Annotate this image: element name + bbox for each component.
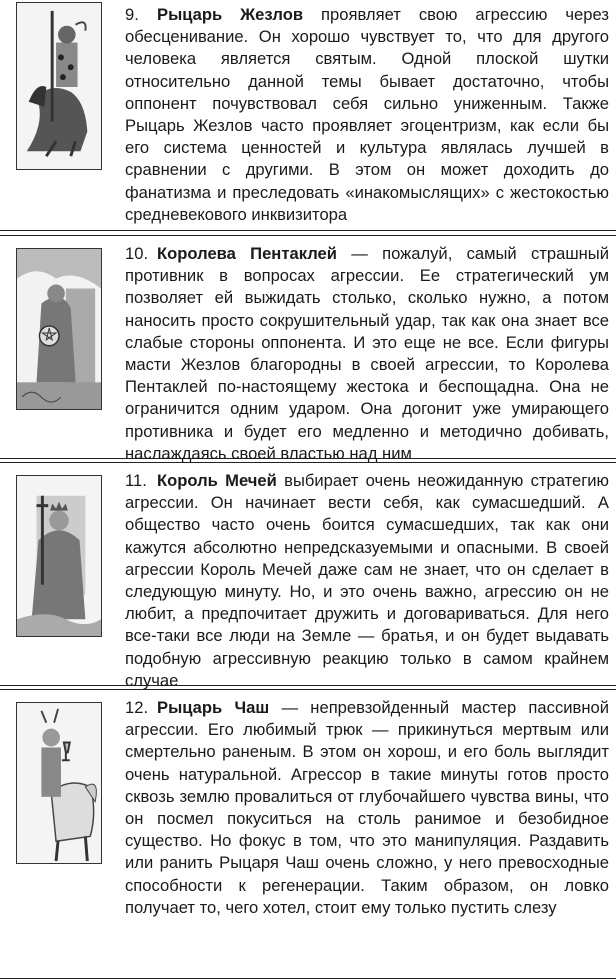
card-name: Королева Пентаклей xyxy=(157,244,337,263)
entry-description: проявляет свою агрессию через обесценивание. Он хорошо чувствует то, что для другого человека является святым. Одной плоской шутки относительно данной темы бывает достаточно, чтобы оппонент почувствовал себя сильно униженным. Также Рыцарь Жезлов часто проявляет эгоцентризм, как если бы его система ценностей и культура являлась лучшей в сравнении с другими. В этом он может доходить до фанатизма и преследовать «инакомыслящих» с жестокостью средневекового инквизитора xyxy=(125,5,609,224)
king-of-swords-card-image xyxy=(16,475,102,637)
entry-row-11 xyxy=(0,462,616,690)
entry-text xyxy=(125,243,609,465)
card-name: Рыцарь Жезлов xyxy=(157,5,304,24)
entry-text xyxy=(125,697,609,919)
entry-description: выбирает очень неожиданную стратегию агрессии. Он начинает вести себя, как сумасшедший. А общество часто очень боится сумасшедших, так как они кажутся абсолютно непредсказуемыми и опасными. В своей агрессии Король Мечей даже сам не знает, что он сделает в следующую минуту. Но, и это очень важно, агрессию он не любит, а предпочитает дружить и договариваться. Для него все-таки все люди на Земле — братья, и он будет выдавать подобную агрессивную реакцию только в самом крайнем случае xyxy=(125,471,609,690)
entry-description: — пожалуй, самый страшный противник в вопросах агрессии. Ее стратегический ум позволяет ей выжидать столько, сколько нужно, а потом наносить просто сокрушительный удар, так как она знает все слабые стороны оппонента. И это еще не все. Если фигуры масти Жезлов благородны в своей агрессии, то Королева Пентаклей по-настоящему жестока и беспощадна. Она не ограничится одним ударом. Она догонит уже умирающего противника и будет его медленно и методично добивать, наслаждаясь своей властью над ним xyxy=(125,244,609,463)
queen-of-pentacles-card-image xyxy=(16,248,102,410)
knight-of-cups-card-image xyxy=(16,702,102,864)
entry-number: 11. xyxy=(125,471,147,490)
knight-of-wands-card-image xyxy=(16,2,102,170)
entry-description: — непревзойденный мастер пассивной агрессии. Его любимый трюк — прикинуться мертвым или смертельно раненым. В этом он хорош, и его боль выглядит очень натуральной. Агрессор в такие минуты готов просто сквозь землю провалиться от глубочайшего чувства вины, что он посмел покуситься на столь ранимое и безобидное существо. Но фокус в том, что это манипуляция. Раздавить или ранить Рыцаря Чаш очень сложно, у него превосходные способности к регенерации. Таким образом, он ловко получает то, чего хотел, стоит ему только пустить слезу xyxy=(125,698,609,917)
card-name: Король Мечей xyxy=(157,471,277,490)
card-name: Рыцарь Чаш xyxy=(157,698,270,717)
entry-row-10 xyxy=(0,235,616,463)
entry-row-12 xyxy=(0,689,616,979)
entry-row-9 xyxy=(0,0,616,231)
entry-number: 12. xyxy=(125,698,149,717)
entry-number: 9. xyxy=(125,5,139,24)
entry-text xyxy=(125,470,609,692)
entry-text xyxy=(125,4,609,226)
entry-number: 10. xyxy=(125,244,149,263)
